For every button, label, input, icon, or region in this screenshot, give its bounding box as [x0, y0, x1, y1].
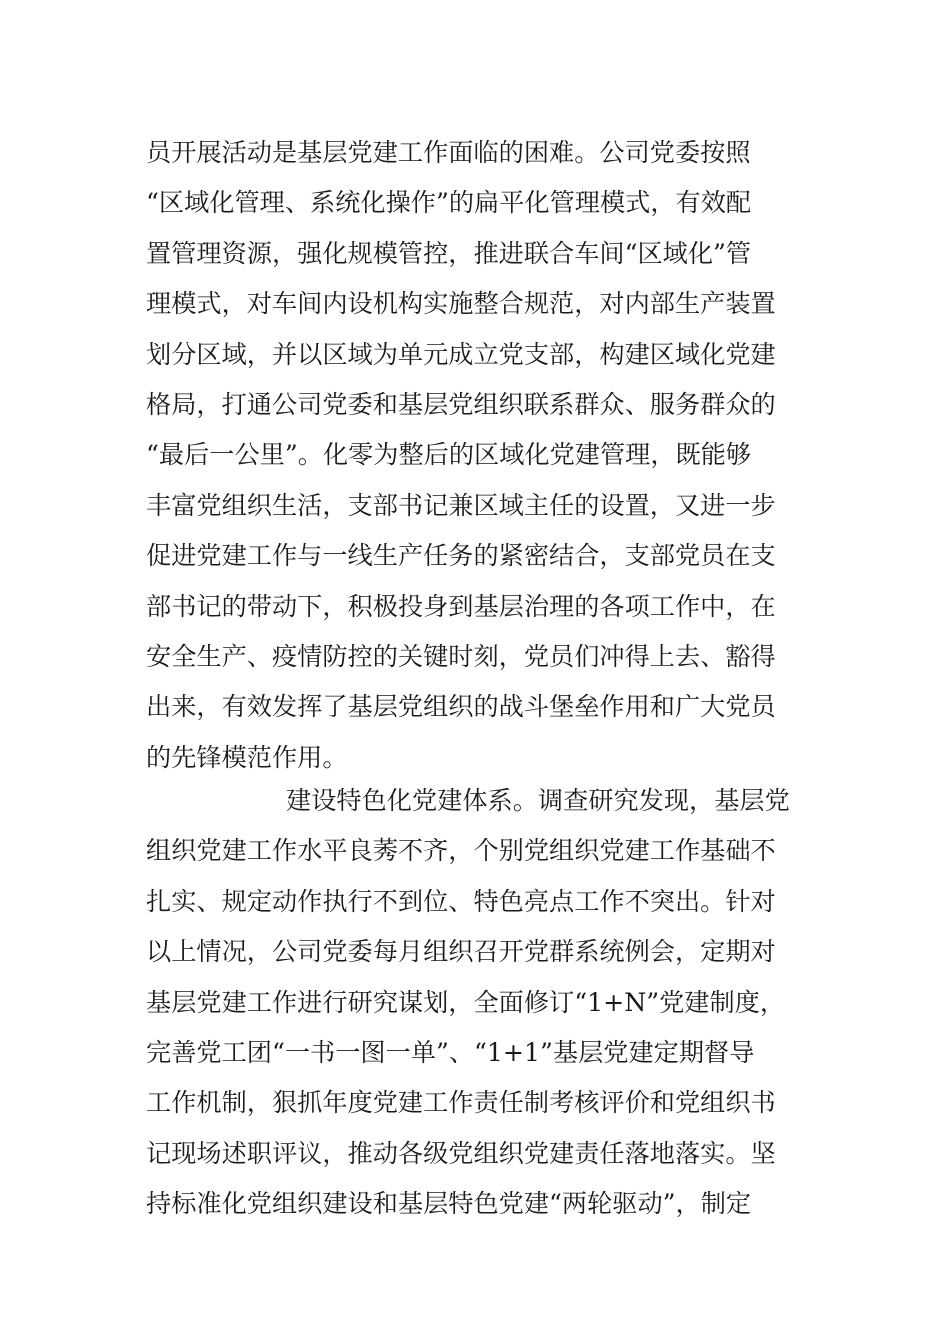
paragraph-line: 组织党建工作水平良莠不齐，个别党组织党建工作基础不 — [146, 836, 776, 866]
paragraph-line: 工作机制，狠抓年度党建工作责任制考核评价和党组织书 — [146, 1088, 776, 1118]
paragraph-line: 丰富党组织生活，支部书记兼区域主任的设置，又进一步 — [146, 490, 776, 520]
paragraph-line: 的先锋模范作用。 — [146, 742, 348, 772]
paragraph-line: 持标准化党组织建设和基层特色党建“两轮驱动”，制定 — [146, 1189, 752, 1219]
paragraph-line: 记现场述职评议，推动各级党组织党建责任落地落实。坚 — [146, 1138, 776, 1168]
paragraph-line: 置管理资源，强化规模管控，推进联合车间“区域化”管 — [146, 238, 752, 268]
paragraph-line: “区域化管理、系统化操作”的扁平化管理模式，有效配 — [146, 188, 752, 218]
paragraph-line: 员开展活动是基层党建工作面临的困难。公司党委按照 — [146, 138, 751, 167]
paragraph-line: 理模式，对车间内设机构实施整合规范，对内部生产装置 — [146, 289, 776, 319]
paragraph-line: 格局，打通公司党委和基层党组织联系群众、服务群众的 — [146, 389, 776, 419]
paragraph-line: 安全生产、疫情防控的关键时刻，党员们冲得上去、豁得 — [146, 641, 776, 671]
paragraph-line: 基层党建工作进行研究谋划，全面修订“1+N”党建制度， — [146, 987, 786, 1017]
paragraph-line: 出来，有效发挥了基层党组织的战斗堡垒作用和广大党员 — [146, 692, 776, 722]
paragraph-line: 部书记的带动下，积极投身到基层治理的各项工作中，在 — [146, 591, 776, 621]
paragraph-line: 扎实、规定动作执行不到位、特色亮点工作不突出。针对 — [146, 886, 776, 916]
paragraph-line: 完善党工团“一书一图一单”、“1+1”基层党建定期督导 — [146, 1037, 755, 1067]
paragraph-regional-party-building — [146, 128, 806, 783]
paragraph-line: 促进党建工作与一线生产任务的紧密结合，支部党员在支 — [146, 541, 776, 571]
paragraph-heading-line: 建设特色化党建体系。调查研究发现，基层党 — [286, 786, 790, 815]
paragraph-characteristic-party-building — [146, 776, 806, 1230]
paragraph-line: “最后一公里”。化零为整后的区域化党建管理，既能够 — [146, 440, 752, 470]
paragraph-line: 划分区域，并以区域为单元成立党支部，构建区域化党建 — [146, 339, 776, 369]
paragraph-line: 以上情况，公司党委每月组织召开党群系统例会，定期对 — [146, 937, 776, 967]
